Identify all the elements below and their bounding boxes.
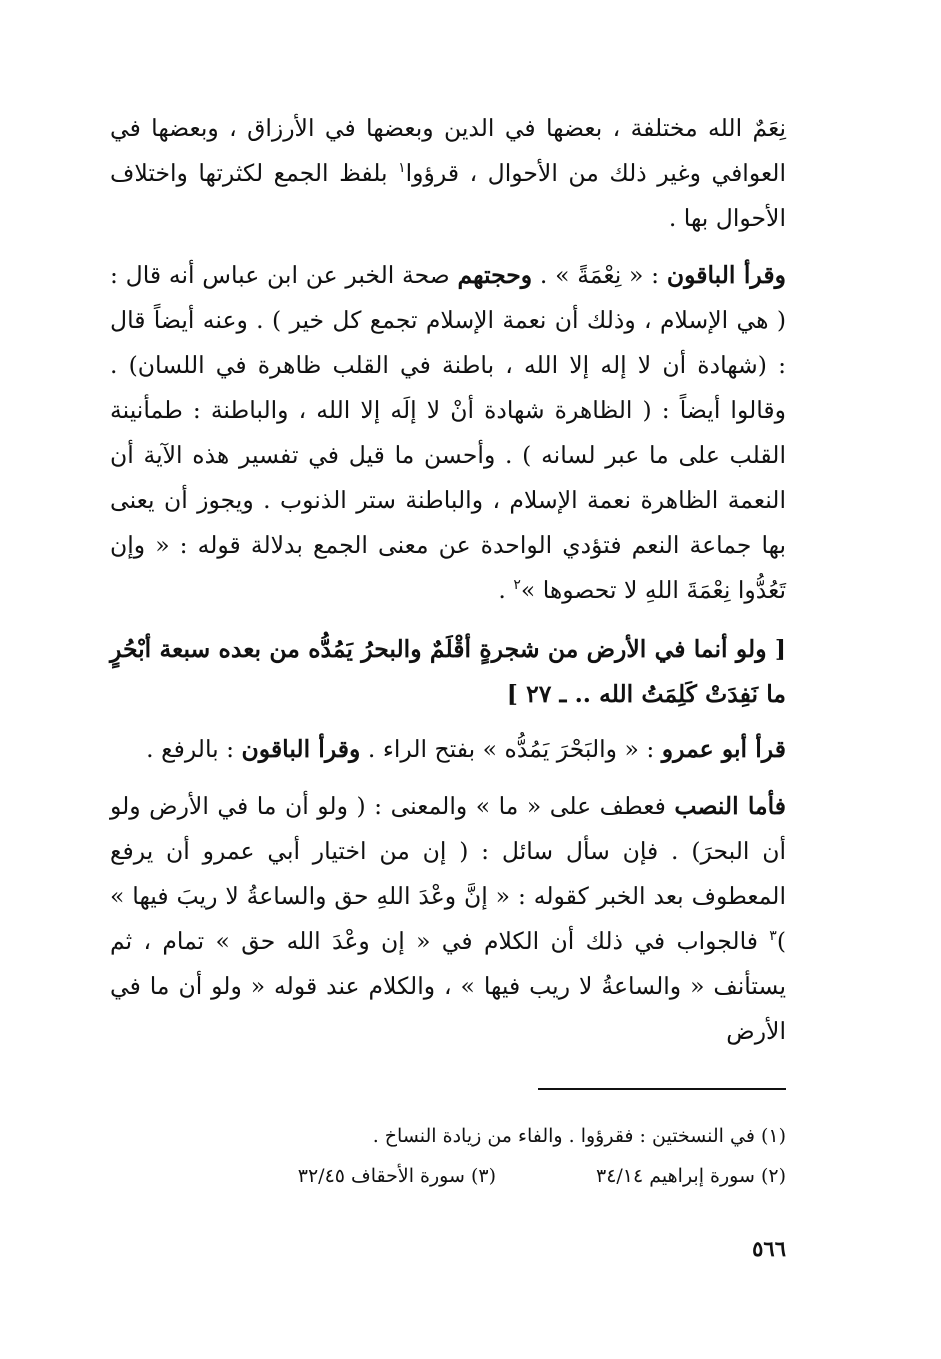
quran-verse: [ ولو أنما في الأرض من شجرةٍ أقْلَمٌ والبحرُ يَمُدُّه من بعده سبعة أبْحُرٍ ما نَفِدَتْ كَلِمَتُ الله .. ـ ٢٧ ] [110,635,786,708]
footnote-3: (٣) سورة الأحقاف ٣٢/٤٥ [297,1165,496,1187]
footnotes [110,1116,786,1196]
paragraph-4-lead: فأما النصب [674,792,786,820]
paragraph-3-end: : بالرفع . [146,735,235,763]
footnote-ref-2: ٢ [513,577,521,594]
paragraph-1-end: بلفظ الجمع لكثرتها واختلاف الأحوال بها . [110,159,786,232]
paragraph-2 [110,253,786,613]
footnote-row-2 [110,1156,786,1196]
paragraph-4 [110,784,786,1054]
paragraph-4-text: فعطف على « ما » والمعنى : ( ولو أن ما في الأرض ولو أن البحرَ) . فإن سأل سائل : ( إن من اختيار أبي عمرو أن يرفع المعطوف بعد الخبر كقوله : « إنَّ وعْدَ اللهِ حق والساعةُ لا ريبَ فيها » ) [110,792,786,955]
page-body [110,106,786,1054]
paragraph-2-bold: وحجتهم [457,261,533,289]
paragraph-3-text: : « والبَحْرَ يَمُدُّه » بفتح الراء . [367,735,655,763]
paragraph-3 [110,727,786,772]
paragraph-2-text-a: : « نِعْمَةً » . [539,261,660,289]
paragraph-1-text: نِعَمٌ الله مختلفة ، بعضها في الدين وبعضها في الأرزاق ، وبعضها في العوافي وغير ذلك من الأحوال ، قرؤوا [110,114,786,187]
paragraph-2-text-b: صحة الخبر عن ابن عباس أنه قال : ( هي الإسلام ، وذلك أن نعمة الإسلام تجمع كل خير ) . وعنه أيضاً قال : (شهادة أن لا إله إلا الله ، باطنة في القلب ظاهرة في اللسان) . وقالوا أيضاً : ( الظاهرة شهادة أنْ لا إلَه إلا الله ، والباطنة : طمأنينة القلب على ما عبر لسانه ) . وأحسن ما قيل في تفسير هذه الآية أن النعمة الظاهرة نعمة الإسلام ، والباطنة ستر الذنوب . ويجوز أن يعنى بها جماعة النعم فتؤدي الواحدة عن معنى الجمع بدلالة قوله : « وإن تَعُدُّوا نِعْمَةَ اللهِ لا تحصوها » [110,261,786,604]
paragraph-2-lead: وقرأ الباقون [666,261,786,289]
footnote-1: (١) في النسختين : فقرؤوا . والفاء من زيادة النساخ . [372,1125,786,1147]
paragraph-4-end: فالجواب في ذلك أن الكلام في « إن وعْدَ الله حق » تمام ، ثم يستأنف « والساعةُ لا ريب فيها » ، والكلام عند قوله « ولو أن ما في الأرض [110,927,786,1045]
footnote-2: (٢) سورة إبراهيم ٣٤/١٤ [596,1165,786,1187]
paragraph-3-bold: وقرأ الباقون [241,735,361,763]
footnote-divider [538,1088,786,1090]
page-number: ٥٦٦ [752,1236,786,1261]
footnote-ref-1: ١ [398,160,406,177]
paragraph-1 [110,106,786,241]
paragraph-2-end: . [498,576,506,604]
footnote-ref-3: ٣ [769,928,777,945]
paragraph-3-lead: قرأ أبو عمرو [661,735,786,763]
